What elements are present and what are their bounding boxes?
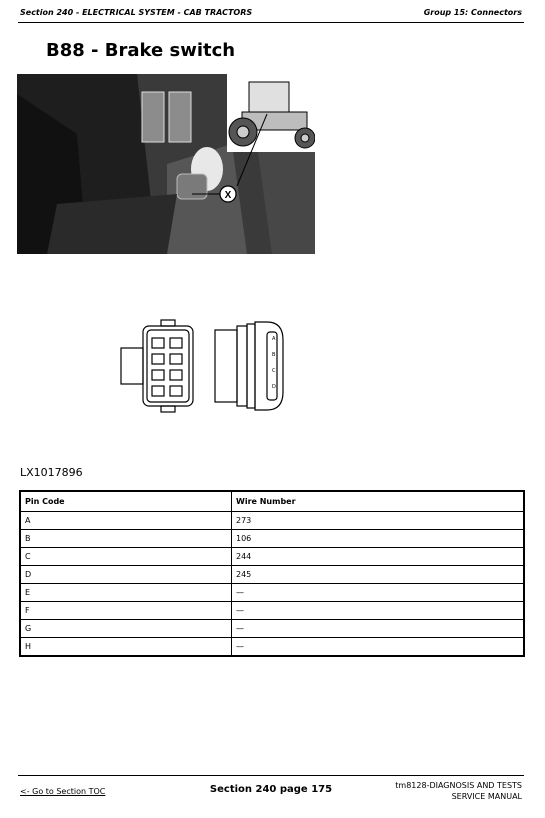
table-row <box>20 530 524 548</box>
pin-label-a: A <box>272 336 276 342</box>
pin-table <box>19 490 525 657</box>
wire-number-cell: — <box>232 602 525 620</box>
pin-code-cell: H <box>20 638 232 657</box>
column-header-pin-code: Pin Code <box>20 491 232 512</box>
section-title: Section 240 - ELECTRICAL SYSTEM - CAB TRACTORS <box>20 8 253 17</box>
page-number: Section 240 page 175 <box>209 784 333 795</box>
connector-diagram <box>117 316 287 416</box>
pin-code-cell: B <box>20 530 232 548</box>
column-header-wire-number: Wire Number <box>232 491 525 512</box>
callout-label: X <box>224 190 232 201</box>
connector-drawing <box>117 316 287 420</box>
page-title: B88 - Brake switch <box>46 40 236 61</box>
table-row <box>20 548 524 566</box>
pin-code-cell: C <box>20 548 232 566</box>
page-header <box>18 6 524 23</box>
wire-number-cell: 244 <box>232 548 525 566</box>
table-row <box>20 566 524 584</box>
pin-code-cell: A <box>20 512 232 530</box>
pin-code-cell: D <box>20 566 232 584</box>
wire-number-cell: — <box>232 638 525 657</box>
group-title: Group 15: Connectors <box>423 8 522 17</box>
table-row <box>20 620 524 638</box>
wire-number-cell: — <box>232 620 525 638</box>
table-header-row <box>20 491 524 512</box>
pin-label-c: C <box>272 368 276 374</box>
pin-code-cell: E <box>20 584 232 602</box>
manual-info <box>395 780 522 802</box>
page-footer <box>18 775 524 806</box>
wire-number-cell: 245 <box>232 566 525 584</box>
section-toc-link[interactable]: <- Go to Section TOC <box>20 787 106 796</box>
table-row <box>20 638 524 657</box>
table-row <box>20 584 524 602</box>
manual-code: tm8128-DIAGNOSIS AND TESTS <box>395 781 522 790</box>
table-row <box>20 512 524 530</box>
cab-interior-photo <box>17 74 315 254</box>
component-photo <box>17 74 315 254</box>
pin-label-d: D <box>272 384 276 390</box>
manual-type: SERVICE MANUAL <box>451 792 522 801</box>
wire-number-cell: — <box>232 584 525 602</box>
drawing-id: LX1017896 <box>20 466 83 479</box>
pin-code-cell: G <box>20 620 232 638</box>
pin-label-b: B <box>272 352 276 358</box>
wire-number-cell: 106 <box>232 530 525 548</box>
table-row <box>20 602 524 620</box>
wire-number-cell: 273 <box>232 512 525 530</box>
pin-code-cell: F <box>20 602 232 620</box>
